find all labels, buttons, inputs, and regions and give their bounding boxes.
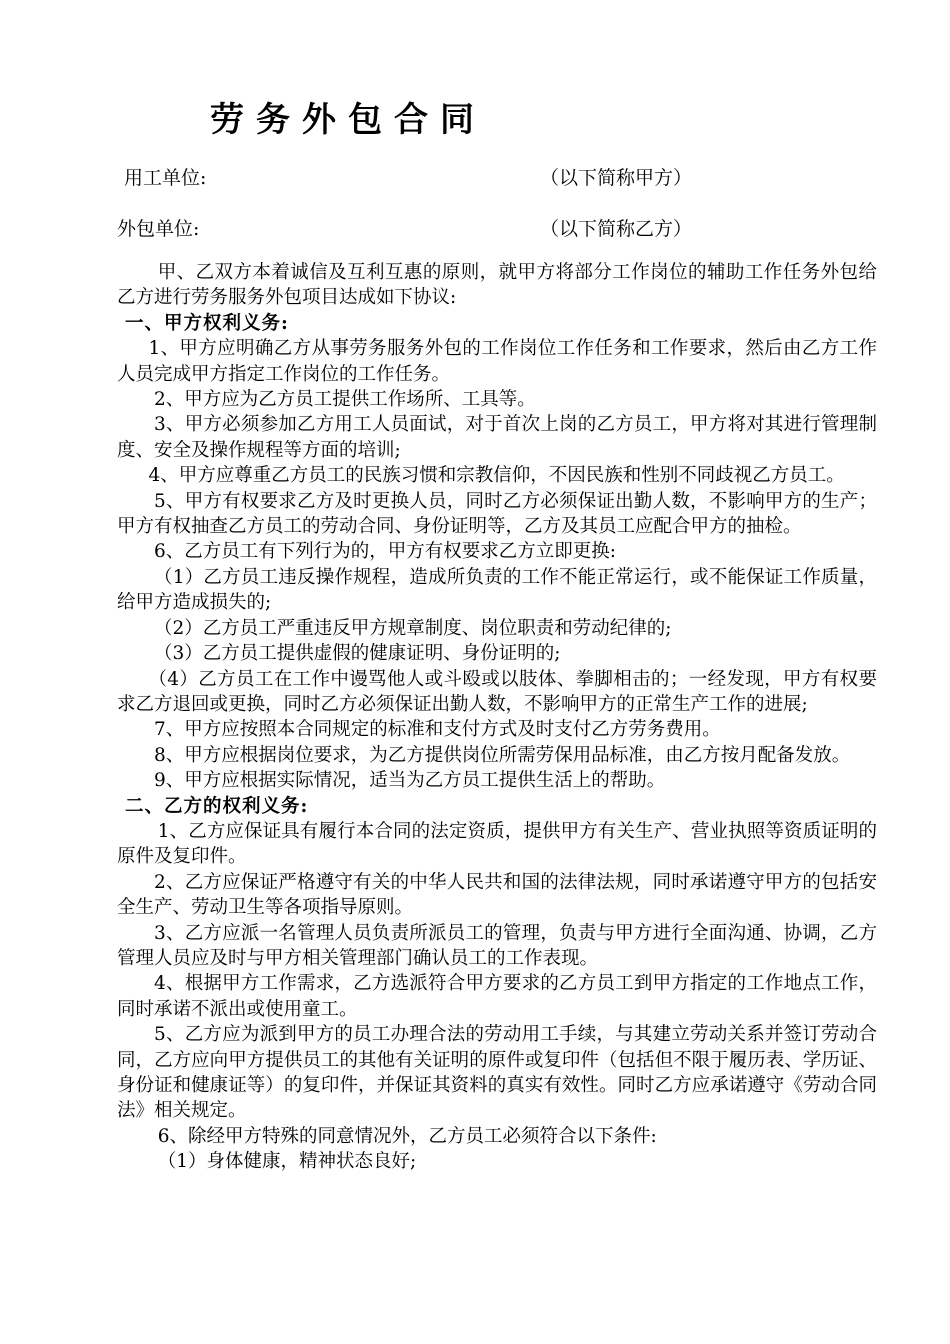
section-1-item: 1、甲方应明确乙方从事劳务服务外包的工作岗位工作任务和工作要求，然后由乙方工作人员完成甲方指定工作岗位的工作任务。 <box>117 338 877 385</box>
section-1-subitem: （2）乙方员工严重违反甲方规章制度、岗位职责和劳动纪律的; <box>154 617 672 639</box>
section-1-item: 7、甲方应按照本合同规定的标准和支付方式及时支付乙方劳务费用。 <box>154 719 721 741</box>
section-2-item: 4、根据甲方工作需求，乙方选派符合甲方要求的乙方员工到甲方指定的工作地点工作，同时承诺不派出或使用童工。 <box>117 973 877 1020</box>
section-1-item: 8、甲方应根据岗位要求，为乙方提供岗位所需劳保用品标准，由乙方按月配备发放。 <box>154 744 851 766</box>
section-1-item: 9、甲方应根据实际情况，适当为乙方员工提供生活上的帮助。 <box>154 770 666 792</box>
section-2-item: 5、乙方应为派到甲方的员工办理合法的劳动用工手续，与其建立劳动关系并签订劳动合同，乙方应向甲方提供员工的其他有关证明的原件或复印件（包括但不限于履历表、学历证、身份证和健康证等）的复印件，并保证其资料的真实有效性。同时乙方应承诺遵守《劳动合同法》相关规定。 <box>117 1024 877 1122</box>
section-1-item: 3、甲方必须参加乙方用工人员面试，对于首次上岗的乙方员工，甲方将对其进行管理制度、安全及操作规程等方面的培训; <box>117 414 877 461</box>
intro-paragraph: 甲、乙双方本着诚信及互利互惠的原则，就甲方将部分工作岗位的辅助工作任务外包给乙方进行劳务服务外包项目达成如下协议: <box>117 262 877 309</box>
party-b-row <box>0 214 950 242</box>
section-2-heading: 二、乙方的权利义务: <box>125 795 309 817</box>
document-title: 劳务外包合同 <box>210 100 486 140</box>
party-b-label: 外包单位: <box>117 218 200 240</box>
section-2-item: 2、乙方应保证严格遵守有关的中华人民共和国的法律法规，同时承诺遵守甲方的包括安全生产、劳动卫生等各项指导原则。 <box>117 871 877 919</box>
section-1-heading: 一、甲方权利义务: <box>125 312 289 334</box>
section-1-subitem: （4）乙方员工在工作中谩骂他人或斗殴或以肢体、拳脚相击的；一经发现，甲方有权要求乙方退回或更换，同时乙方必须保证出勤人数，不影响甲方的正常生产工作的进展; <box>117 668 877 715</box>
party-b-note: （以下简称乙方） <box>540 218 693 240</box>
section-2-item: 1、乙方应保证具有履行本合同的法定资质，提供甲方有关生产、营业执照等资质证明的原件及复印件。 <box>117 820 877 868</box>
section-1-item: 2、甲方应为乙方员工提供工作场所、工具等。 <box>154 389 536 411</box>
section-1-item: 5、甲方有权要求乙方及时更换人员，同时乙方必须保证出勤人数，不影响甲方的生产；甲方有权抽查乙方员工的劳动合同、身份证明等，乙方及其员工应配合甲方的抽检。 <box>117 490 877 538</box>
party-a-note: （以下简称甲方） <box>540 167 693 189</box>
section-1-subitem: （3）乙方员工提供虚假的健康证明、身份证明的; <box>154 643 561 665</box>
party-a-label: 用工单位: <box>124 167 207 189</box>
section-1-item: 6、乙方员工有下列行为的，甲方有权要求乙方立即更换: <box>154 541 617 563</box>
section-1-subitem: （1）乙方员工违反操作规程，造成所负责的工作不能正常运行，或不能保证工作质量，给甲方造成损失的; <box>117 566 877 614</box>
section-2-item: 6、除经甲方特殊的同意情况外，乙方员工必须符合以下条件: <box>157 1125 657 1147</box>
section-2-item: 3、乙方应派一名管理人员负责所派员工的管理，负责与甲方进行全面沟通、协调，乙方管理人员应及时与甲方相关管理部门确认员工的工作表现。 <box>117 922 877 969</box>
section-1-item: 4、甲方应尊重乙方员工的民族习惯和宗教信仰，不因民族和性别不同歧视乙方员工。 <box>148 465 845 487</box>
contract-body <box>117 260 877 1175</box>
section-2-subitem: （1）身体健康，精神状态良好; <box>157 1151 417 1173</box>
party-a-row <box>0 163 950 191</box>
